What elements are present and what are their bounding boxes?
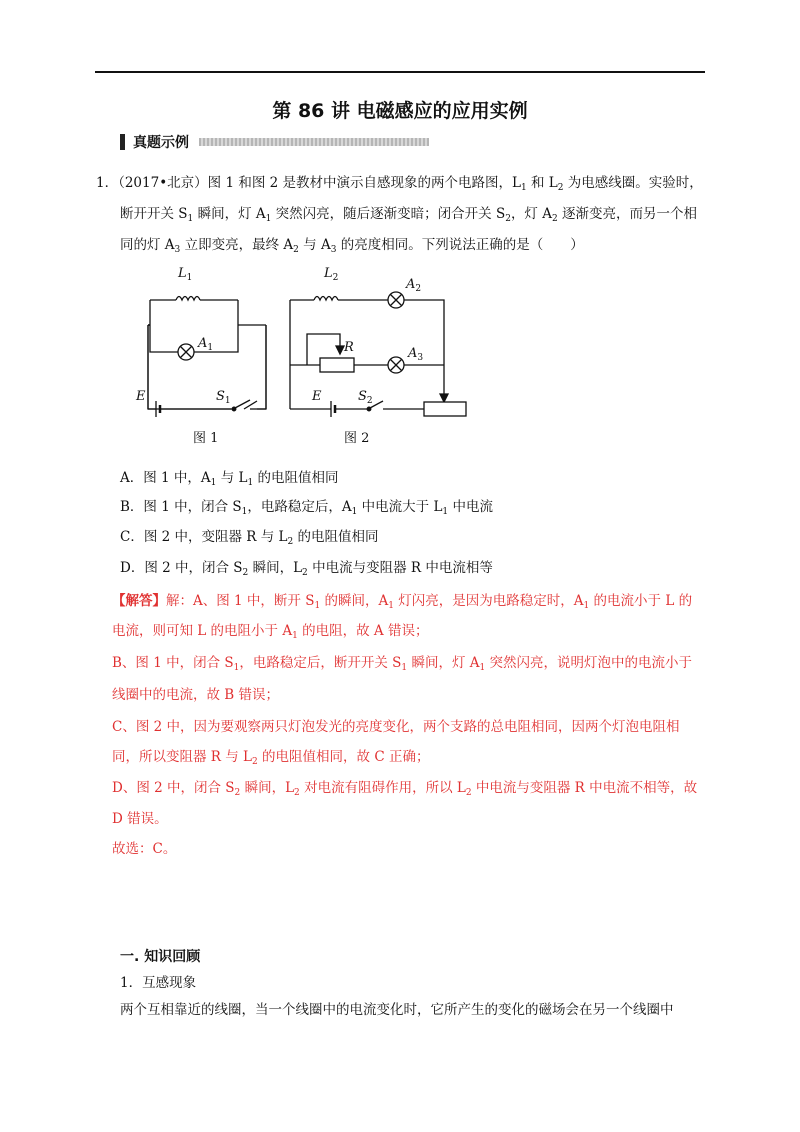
fig2-label-A2: $A_2$ — [406, 277, 422, 294]
option-a: A．图 1 中，$A_1$ 与 $L_1$ 的电阻值相同 — [120, 470, 339, 488]
question-line-3: 同的灯 $A_3$ 立即变亮，最终 $A_2$ 与 $A_3$ 的亮度相同。下列说法正确的是（ ） — [120, 237, 584, 255]
fig2-label-R: R — [344, 340, 354, 355]
option-d: D．图 2 中，闭合 $S_2$ 瞬间，$L_2$ 中电流与变阻器 R 中电流相等 — [120, 560, 493, 578]
fig1-caption: 图 1 — [193, 431, 219, 446]
answer-line-7: D、图 2 中，闭合 $S_2$ 瞬间，$L_2$ 对电流有阻碍作用，所以 $L_2$ 中电流与变阻器 R 中电流不相等，故 — [112, 780, 698, 798]
option-b: B．图 1 中，闭合 $S_1$，电路稳定后，$A_1$ 中电流大于 $L_1$ 中电流 — [120, 499, 493, 517]
answer-line-8: D 错误。 — [112, 811, 168, 827]
fig1-label-A: $A_1$ — [198, 336, 214, 353]
fig2-caption: 图 2 — [344, 431, 370, 446]
section-stripe — [199, 138, 429, 146]
page-title: 第 86 讲 电磁感应的应用实例 — [272, 100, 528, 122]
answer-line-1: 【解答】解：A、图 1 中，断开 $S_1$ 的瞬间，$A_1$ 灯闪亮，是因为电路稳定时，$A_1$ 的电流小于 L 的 — [112, 593, 693, 611]
answer-line-4: 线圈中的电流，故 B 错误； — [112, 687, 280, 703]
knowledge-item-1: 1．互感现象 — [120, 975, 197, 991]
answer-line-2: 电流，则可知 L 的电阻小于 $A_1$ 的电阻，故 A 错误； — [112, 623, 429, 641]
question-line-2: 断开开关 $S_1$ 瞬间，灯 $A_1$ 突然闪亮，随后逐渐变暗；闭合开关 $S_2$，灯 $A_2$ 逐渐变亮，而另一个相 — [120, 206, 698, 224]
fig1-label-L: $L_1$ — [178, 266, 193, 283]
answer-line-6: 同，所以变阻器 R 与 $L_2$ 的电阻值相同，故 C 正确； — [112, 749, 430, 767]
section-label: 真题示例 — [133, 135, 189, 151]
answer-line-5: C、图 2 中，因为要观察两只灯泡发光的亮度变化，两个支路的总电阻相同，因两个灯泡电阻相 — [112, 719, 680, 735]
question-line-1: 1．（2017•北京）图 1 和图 2 是教材中演示自感现象的两个电路图，$L_1$ 和 $L_2$ 为电感线圈。实验时， — [96, 175, 703, 193]
figure-1-main — [148, 297, 266, 418]
top-rule — [95, 71, 705, 73]
fig2-label-E: E — [312, 389, 322, 404]
knowledge-heading: 一. 知识回顾 — [120, 949, 201, 965]
fig2-label-A3: $A_3$ — [408, 346, 424, 363]
section-bar — [120, 134, 125, 150]
knowledge-text-1: 两个互相靠近的线圈，当一个线圈中的电流变化时，它所产生的变化的磁场会在另一个线圈中 — [120, 1002, 674, 1018]
circuit-figure — [110, 262, 480, 447]
section-header — [120, 133, 429, 151]
answer-tag: 【解答】 — [112, 593, 166, 609]
answer-line-9: 故选：C。 — [112, 841, 177, 857]
fig1-label-S: $S_1$ — [216, 389, 231, 406]
fig2-label-S: $S_2$ — [358, 389, 373, 406]
question-number: 1． — [96, 175, 119, 191]
fig2-label-L: $L_2$ — [324, 266, 339, 283]
answer-line-3: B、图 1 中，闭合 $S_1$，电路稳定后，断开开关 $S_1$ 瞬间，灯 $A_1$ 突然闪亮，说明灯泡中的电流小于 — [112, 655, 693, 673]
fig1-label-E: E — [136, 389, 146, 404]
option-c: C．图 2 中，变阻器 R 与 $L_2$ 的电阻值相同 — [120, 529, 379, 547]
